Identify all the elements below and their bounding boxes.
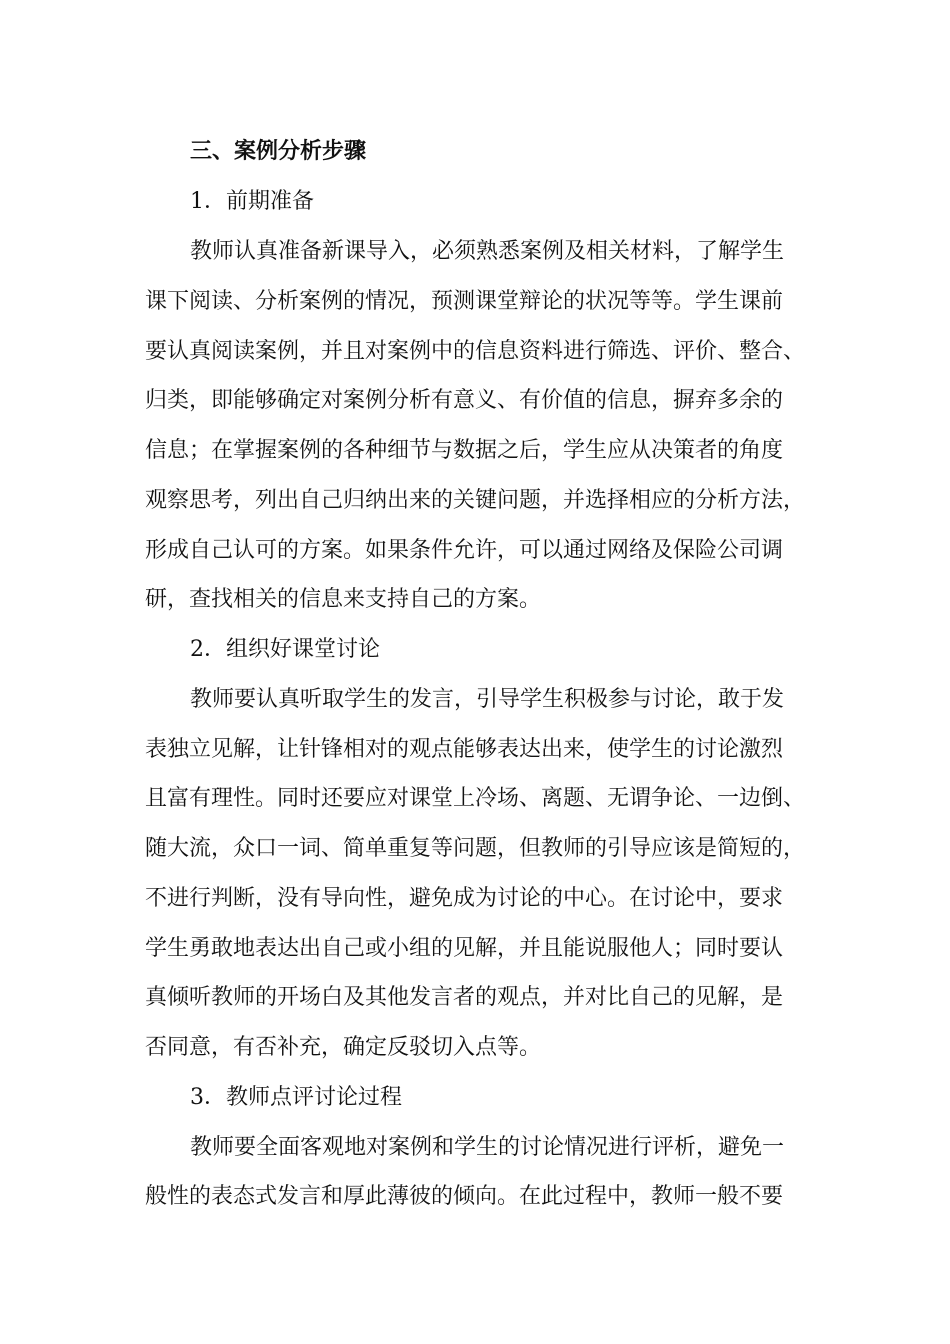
step-1-paragraph-line: 信息；在掌握案例的各种细节与数据之后，学生应从决策者的角度 [145,438,784,463]
step-1-paragraph-line: 课下阅读、分析案例的情况，预测课堂辩论的状况等等。学生课前 [145,289,784,314]
step-2-paragraph-line: 不进行判断，没有导向性，避免成为讨论的中心。在讨论中，要求 [145,886,784,911]
step-2-paragraph-line: 否同意，有否补充，确定反驳切入点等。 [145,1035,542,1060]
section-heading: 三、案例分析步骤 [190,139,367,164]
step-2-paragraph-line: 随大流，众口一词、简单重复等问题，但教师的引导应该是简短的， [145,836,806,861]
step-1-paragraph-line: 教师认真准备新课导入，必须熟悉案例及相关材料，了解学生 [190,239,785,264]
step-2-paragraph-line: 教师要认真听取学生的发言，引导学生积极参与讨论，敢于发 [190,687,785,712]
step-2-title: 2．组织好课堂讨论 [190,637,380,662]
step-2-paragraph-line: 表独立见解，让针锋相对的观点能够表达出来，使学生的讨论激烈 [145,737,784,762]
step-3-title: 3．教师点评讨论过程 [190,1085,402,1110]
step-2-paragraph-line: 且富有理性。同时还要应对课堂上冷场、离题、无谓争论、一边倒、 [145,786,806,811]
step-1-paragraph-line: 形成自己认可的方案。如果条件允许，可以通过网络及保险公司调 [145,538,784,563]
step-3-paragraph-line: 教师要全面客观地对案例和学生的讨论情况进行评析，避免一 [190,1135,785,1160]
step-1-paragraph-line: 观察思考，列出自己归纳出来的关键问题，并选择相应的分析方法， [145,488,806,513]
step-3-paragraph-line: 般性的表态式发言和厚此薄彼的倾向。在此过程中，教师一般不要 [145,1184,784,1209]
step-2-paragraph-line: 真倾听教师的开场白及其他发言者的观点，并对比自己的见解，是 [145,985,784,1010]
step-2-paragraph-line: 学生勇敢地表达出自己或小组的见解，并且能说服他人；同时要认 [145,936,784,961]
step-1-paragraph-line: 归类，即能够确定对案例分析有意义、有价值的信息，摒弃多余的 [145,388,784,413]
step-1-title: 1．前期准备 [190,189,314,214]
step-1-paragraph-line: 研，查找相关的信息来支持自己的方案。 [145,587,542,612]
step-1-paragraph-line: 要认真阅读案例，并且对案例中的信息资料进行筛选、评价、整合、 [145,339,806,364]
